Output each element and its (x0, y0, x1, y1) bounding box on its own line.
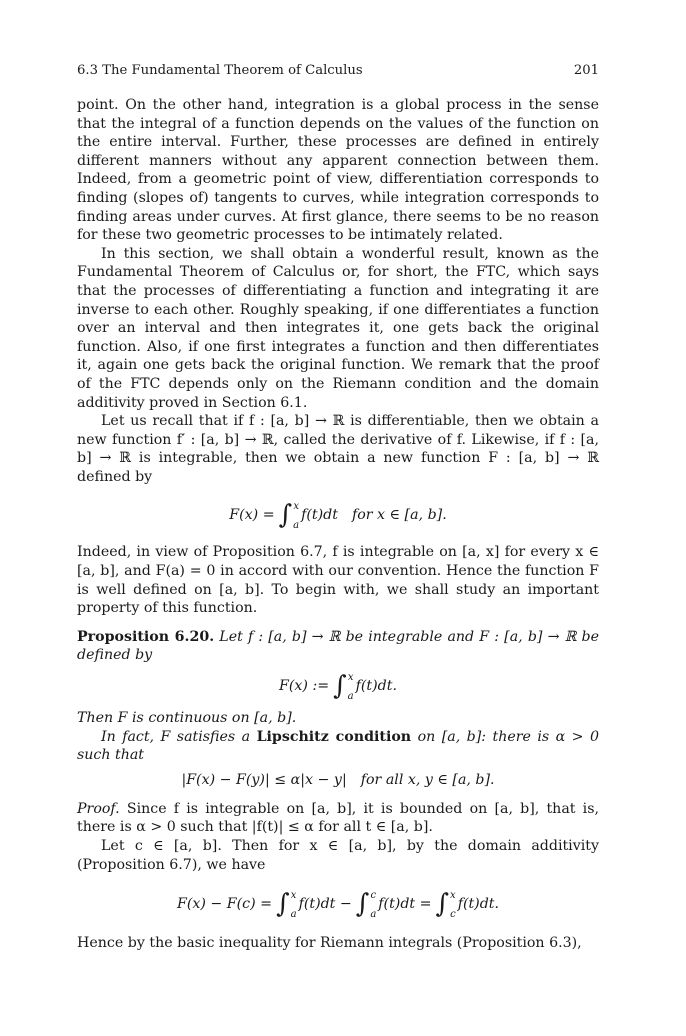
proposition-text: Let f : [a, b] → ℝ be integrable and F : [a, b] → ℝ be defined by (77, 628, 599, 664)
eq2-lhs: F(x) := (279, 677, 330, 694)
eq2-upper-limit: x (347, 672, 354, 684)
integral-sign: ∫ x a (279, 498, 300, 532)
integral-sign: ∫ x a (333, 669, 354, 703)
eq1-integrand: f(t)dt (301, 507, 338, 524)
eq4-lhs: F(x) − F(c) = (176, 895, 273, 912)
section-title: 6.3 The Fundamental Theorem of Calculus (77, 63, 363, 78)
integral-sign: ∫ x c (436, 887, 456, 921)
proof-paragraph-3: Hence by the basic inequality for Riemann integrals (Proposition 6.3), (77, 935, 582, 952)
eq2-lower-limit: a (347, 690, 354, 702)
proposition-label: Proposition 6.20. (77, 628, 215, 645)
int2-integrand: f(t)dt = (378, 895, 432, 912)
int3-lower: c (450, 908, 456, 920)
lipschitz-pre: In fact, F satisfies a (101, 728, 251, 745)
int1-integrand: f(t)dt − (298, 895, 352, 912)
eq1-lower-limit: a (293, 520, 300, 532)
lipschitz-statement (77, 728, 599, 765)
paragraph-3: Let us recall that if f : [a, b] → ℝ is differentiable, then we obtain a new function f′ : [a, b] → ℝ, called the derivative of f. Likewise, if f : [a, b] → ℝ is integrable, then we obtain a new function F : [a, b] → ℝ defined by (77, 413, 599, 485)
int2-upper: c (370, 890, 377, 902)
int3-upper: x (450, 890, 456, 902)
paragraph-4: Indeed, in view of Proposition 6.7, f is integrable on [a, x] for every x ∈ [a, b], and F(a) = 0 in accord with our convention. Hence the function F is well defined on [a, b]. To begin with, we shall study an important property of this function. (77, 544, 599, 617)
eq1-lhs: F(x) = (229, 507, 275, 524)
proof-paragraph-1 (77, 800, 599, 837)
proof-label: Proof. (77, 800, 120, 817)
int1-lower: a (290, 908, 297, 920)
book-page (77, 62, 599, 953)
proof-paragraph-2: Let c ∈ [a, b]. Then for x ∈ [a, b], by the domain additivity (Proposition 6.7), we have (77, 838, 599, 873)
equation-proposition (77, 669, 599, 703)
continuity-statement: Then F is continuous on [a, b]. (77, 710, 297, 727)
equation-additivity (77, 886, 599, 922)
integral-sign: ∫ x a (276, 887, 297, 921)
page-number: 201 (573, 63, 599, 78)
running-head (77, 62, 599, 80)
int3-integrand: f(t)dt. (457, 895, 500, 912)
int2-lower: a (370, 908, 377, 920)
lipschitz-term: Lipschitz condition (256, 728, 412, 745)
paragraph-1: point. On the other hand, integration is a global process in the sense that the integral of a function depends on the values of the function on the entire interval. Further, these processes are defined in entirely different manners without any apparent connection between them. Indeed, from a geometric point of view, differentiation corresponds to finding (slopes of) tangents to curves, while integration corresponds to finding areas under curves. At first glance, there seems to be no reason for these two geometric processes to be intimately related. (77, 97, 599, 244)
lipschitz-post: on [a, b]: there is α > 0 such that (77, 728, 600, 764)
eq2-integrand: f(t)dt. (355, 677, 397, 694)
equation-definition-F (77, 498, 599, 532)
paragraph-2: In this section, we shall obtain a wonderful result, known as the Fundamental Theorem of Calculus or, for short, the FTC, which says that the processes of differentiating a function and integrating it are inverse to each other. Roughly speaking, if one differentiates a function over an interval and then integrates it, one gets back the original function. Also, if one first integrates a function and then differentiates it, again one gets back the original function. We remark that the proof of the FTC depends only on the Riemann condition and the domain additivity proved in Section 6.1. (77, 245, 599, 411)
proof-text-1: Since f is integrable on [a, b], it is bounded on [a, b], that is, there is α > 0 such that |f(t)| ≤ α for all t ∈ [a, b]. (77, 800, 599, 836)
equation-lipschitz (77, 768, 599, 792)
eq1-condition: for x ∈ [a, b]. (351, 507, 447, 524)
lipschitz-inequality: |F(x) − F(y)| ≤ α|x − y| (181, 771, 347, 788)
int1-upper: x (290, 890, 297, 902)
integral-sign: ∫ c a (356, 887, 377, 921)
proposition-statement (77, 628, 599, 665)
lipschitz-condition: for all x, y ∈ [a, b]. (360, 771, 495, 788)
eq1-upper-limit: x (293, 501, 299, 513)
